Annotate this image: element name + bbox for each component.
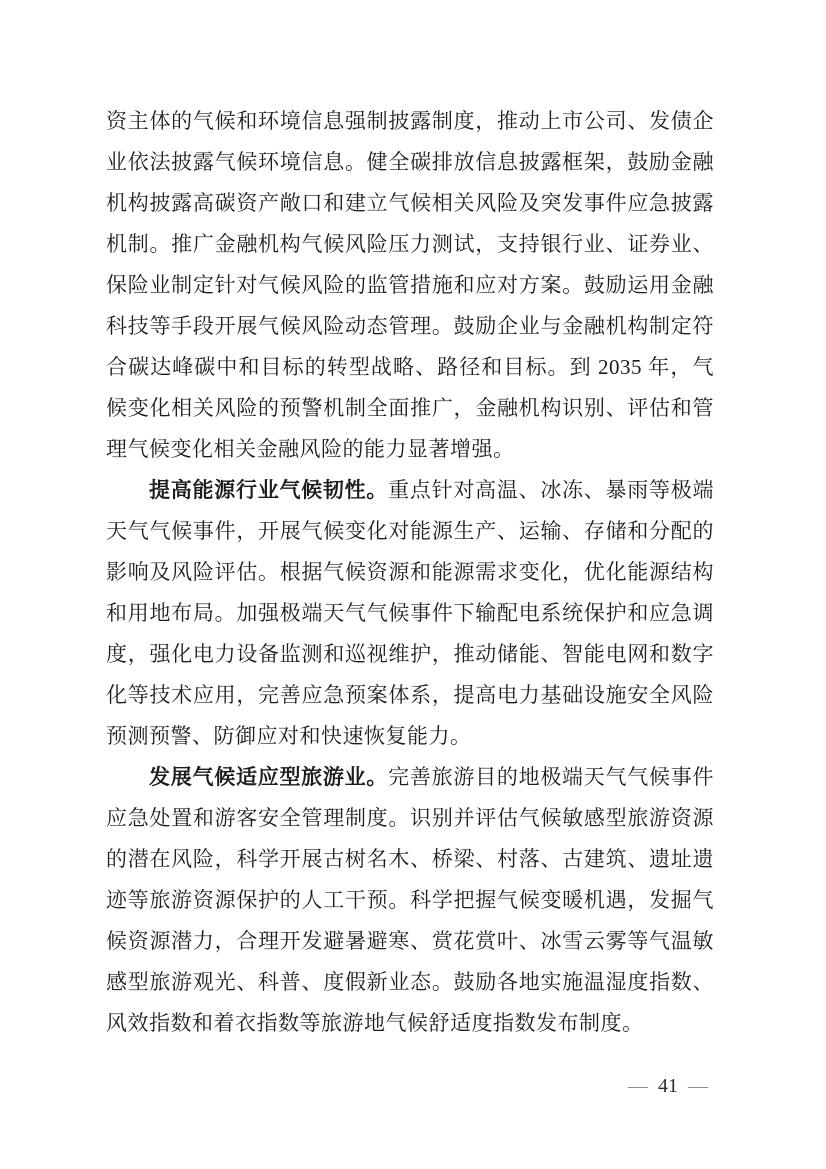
paragraph — [106, 470, 714, 757]
paragraph-lead: 提高能源行业气候韧性。 — [149, 478, 389, 502]
page-footer — [618, 1074, 718, 1098]
paragraph — [106, 101, 714, 470]
paragraph-body: 完善旅游目的地极端天气气候事件应急处置和游客安全管理制度。识别并评估气候敏感型旅游资源的潜在风险，科学开展古树名木、桥梁、村落、古建筑、遗址遗迹等旅游资源保护的人工干预。科学把握气候变暖机遇，发掘气候资源潜力，合理开发避暑避寒、赏花赏叶、冰雪云雾等气温敏感型旅游观光、科普、度假新业态。鼓励各地实施温湿度指数、风效指数和着衣指数等旅游地气候舒适度指数发布制度。 — [106, 765, 714, 1035]
document-body — [106, 101, 714, 1044]
footer-dash-right: — — [688, 1075, 708, 1097]
paragraph-lead: 发展气候适应型旅游业。 — [149, 765, 389, 789]
paragraph-body: 资主体的气候和环境信息强制披露制度，推动上市公司、发债企业依法披露气候环境信息。健全碳排放信息披露框架，鼓励金融机构披露高碳资产敞口和建立气候相关风险及突发事件应急披露机制。推广金融机构气候风险压力测试，支持银行业、证券业、保险业制定针对气候风险的监管措施和应对方案。鼓励运用金融科技等手段开展气候风险动态管理。鼓励企业与金融机构制定符合碳达峰碳中和目标的转型战略、路径和目标。到 2035 年，气候变化相关风险的预警机制全面推广，金融机构识别、评估和管理气候变化相关金融风险的能力显著增强。 — [106, 109, 714, 461]
paragraph — [106, 757, 714, 1044]
footer-dash-left: — — [628, 1075, 648, 1097]
paragraph-body: 重点针对高温、冰冻、暴雨等极端天气气候事件，开展气候变化对能源生产、运输、存储和分配的影响及风险评估。根据气候资源和能源需求变化，优化能源结构和用地布局。加强极端天气气候事件下输配电系统保护和应急调度，强化电力设备监测和巡视维护，推动储能、智能电网和数字化等技术应用，完善应急预案体系，提高电力基础设施安全风险预测预警、防御应对和快速恢复能力。 — [106, 478, 714, 748]
page-number: 41 — [658, 1075, 678, 1097]
